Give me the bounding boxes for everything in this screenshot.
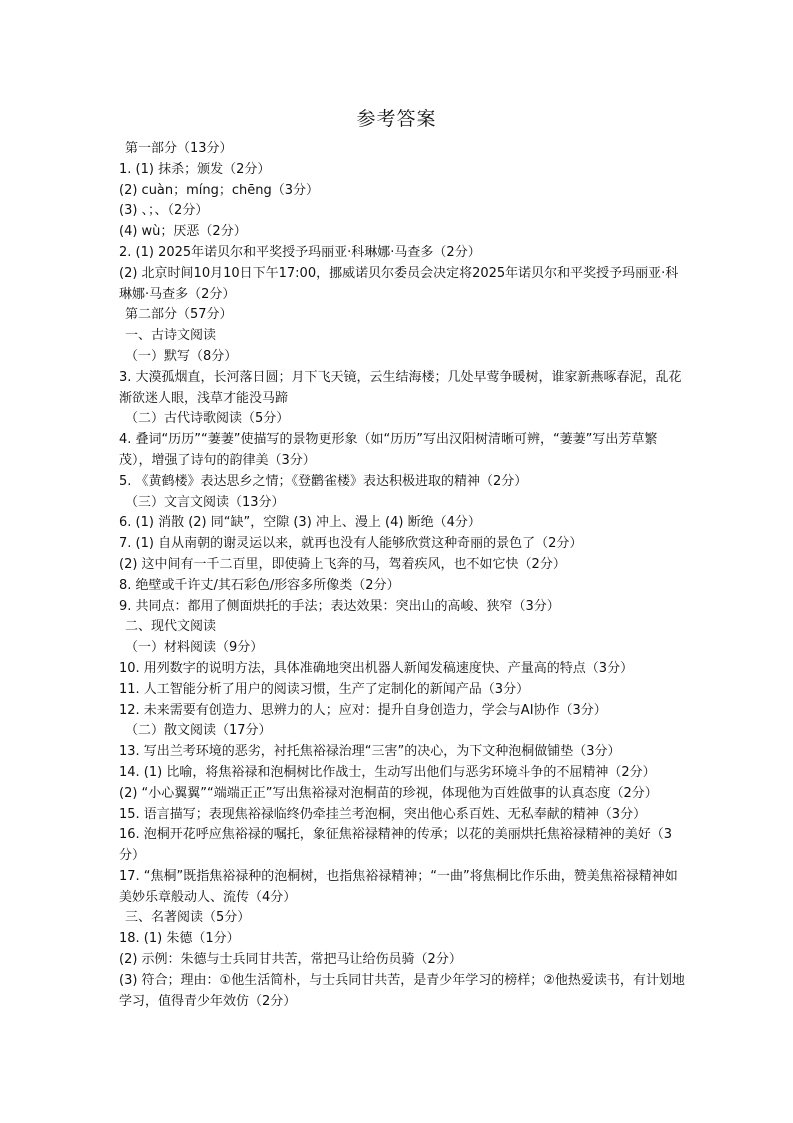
answer-line: 18. (1) 朱德（1分） [119, 931, 240, 947]
answer-line: （二）古代诗歌阅读（5分） [125, 411, 290, 427]
answer-line: (2) 北京时间10月10日下午17:00，挪威诺贝尔委员会决定将2025年诺贝尔和平奖授予玛丽亚·科琳娜·马查多（2分） [119, 265, 679, 302]
answer-line: 11. 人工智能分析了用户的阅读习惯，生产了定制化的新闻产品（3分） [119, 681, 530, 697]
answer-line: （二）散文阅读（17分） [125, 723, 272, 739]
answer-line: (3) 符合；理由：①他生活简朴，与士兵同甘共苦，是青少年学习的榜样；②他热爱读书，有计划地学习，值得青少年效仿（2分） [119, 972, 685, 1009]
answer-line: 3. 大漠孤烟直，长河落日圆；月下飞天镜，云生结海楼；几处早莺争暖树，谁家新燕啄春泥，乱花渐欲迷人眼，浅草才能没马蹄 [119, 369, 682, 406]
answer-line: 4. 叠词“历历”“萋萋”使描写的景物更形象（如“历历”写出汉阳树清晰可辨，“萋萋”写出芳草繁茂），增强了诗句的韵律美（3分） [119, 432, 658, 468]
answer-line: (2) cuàn；míng；chēng（3分） [119, 182, 320, 198]
answer-line: 第一部分（13分） [125, 141, 233, 156]
answer-line: 二、现代文阅读 [125, 619, 217, 635]
answer-line: 2. (1) 2025年诺贝尔和平奖授予玛丽亚·科琳娜·马查多（2分） [119, 244, 481, 260]
answer-line: 第二部分（57分） [125, 307, 233, 323]
answer-line: 10. 用列数字的说明方法，具体准确地突出机器人新闻发稿速度快、产量高的特点（3分） [119, 660, 634, 676]
answer-line: (2) “小心翼翼”“端端正正”写出焦裕禄对泡桐苗的珍视，体现他为百姓做事的认真态度（2分） [119, 785, 658, 801]
answer-line: 9. 共同点：都用了侧面烘托的手法；表达效果：突出山的高峻、狭窄（3分） [119, 598, 560, 614]
answer-line: (2) 这中间有一千二百里，即使骑上飞奔的马，驾着疾风，也不如它快（2分） [119, 556, 566, 572]
answer-line: 13. 写出兰考环境的恶劣，衬托焦裕禄治理“三害”的决心，为下文种泡桐做铺垫（3分） [119, 744, 621, 760]
answer-line: 12. 未来需要有创造力、思辨力的人；应对：提升自身创造力，学会与AI协作（3分） [119, 702, 607, 718]
answer-line: 6. (1) 消散 (2) 同“缺”，空隙 (3) 冲上、漫上 (4) 断绝（4分） [119, 515, 481, 531]
answer-line: 7. (1) 自从南朝的谢灵运以来，就再也没有人能够欣赏这种奇丽的景色了（2分） [119, 536, 583, 552]
answer-line: 14. (1) 比喻，将焦裕禄和泡桐树比作战士，生动写出他们与恶劣环境斗争的不屈精神（2分） [119, 764, 656, 780]
answer-line: 5. 《黄鹤楼》表达思乡之情；《登鹳雀楼》表达积极进取的精神（2分） [119, 473, 528, 489]
answer-line: 三、名著阅读（5分） [125, 910, 251, 926]
answer-line: (3) 、；、（2分） [119, 203, 209, 219]
answer-list [119, 139, 689, 1012]
answer-line: 15. 语言描写；表现焦裕禄临终仍牵挂兰考泡桐，突出他心系百姓、无私奉献的精神（3分） [119, 806, 647, 822]
answer-line: (4) wù；厌恶（2分） [119, 224, 247, 240]
answer-line: (2) 示例：朱德与士兵同甘共苦，常把马让给伤员骑（2分） [119, 952, 462, 968]
page-title: 参考答案 [356, 108, 437, 130]
answer-line: 1. (1) 抹杀；颁发（2分） [119, 161, 271, 177]
answer-line: 一、古诗文阅读 [125, 328, 217, 344]
answer-line: 17. “焦桐”既指焦裕禄种的泡桐树，也指焦裕禄精神；“一曲”将焦桐比作乐曲，赞美焦裕禄精神如美妙乐章般动人、流传（4分） [119, 868, 678, 905]
answer-line: （三）文言文阅读（13分） [125, 494, 285, 510]
answer-line: （一）材料阅读（9分） [125, 640, 264, 656]
answer-line: （一）默写（8分） [125, 348, 238, 364]
answer-line: 8. 绝壁或千许丈/其石彩色/形容多所像类（2分） [119, 577, 400, 593]
answer-line: 16. 泡桐开花呼应焦裕禄的嘱托，象征焦裕禄精神的传承；以花的美丽烘托焦裕禄精神的美好（3分） [119, 827, 673, 864]
